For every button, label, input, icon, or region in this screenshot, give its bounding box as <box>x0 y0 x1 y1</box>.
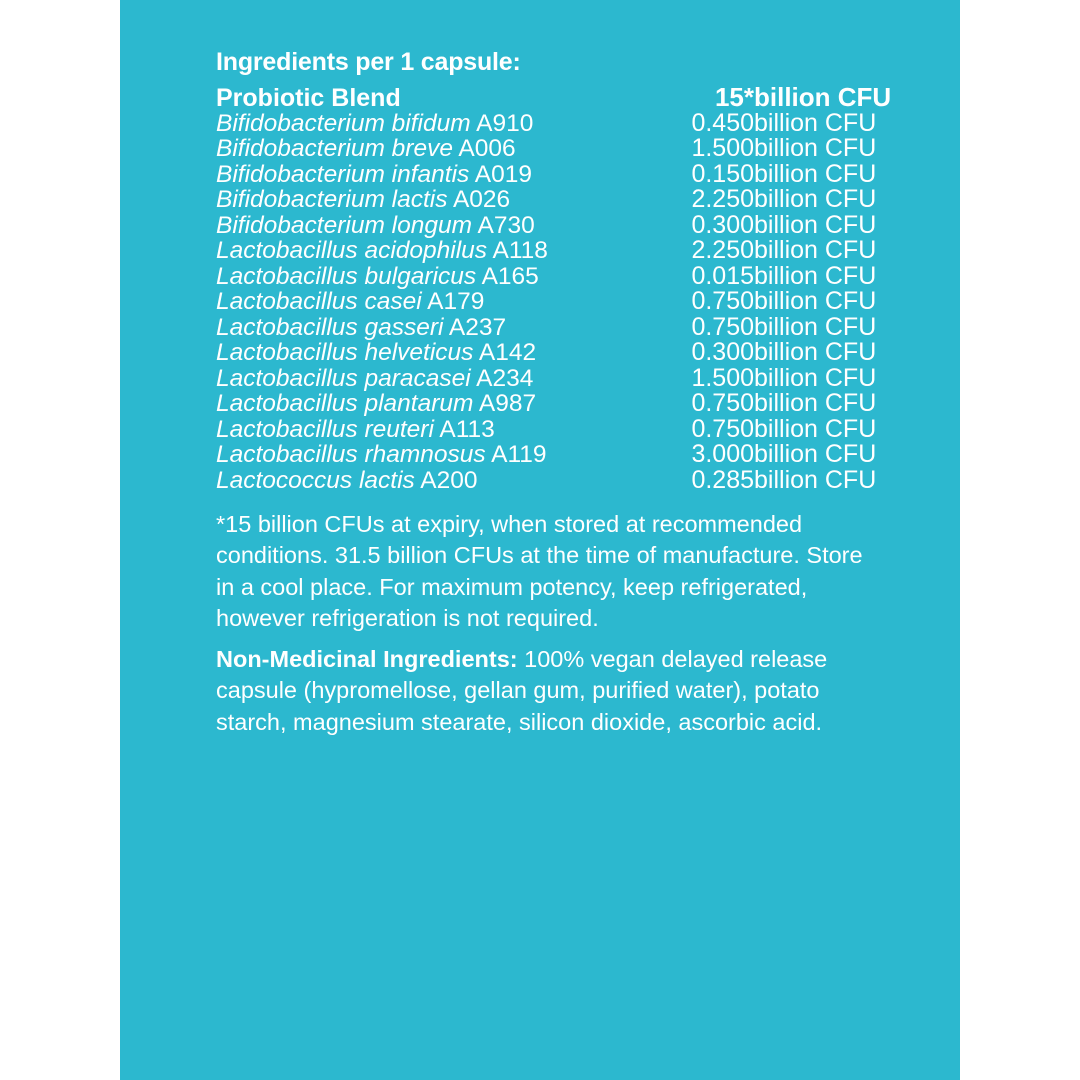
ingredient-unit: billion CFU <box>754 108 877 137</box>
table-row-blend <box>216 82 906 111</box>
ingredient-species: Lactobacillus helveticus <box>216 339 474 366</box>
ingredient-name <box>216 366 634 392</box>
ingredient-species: Bifidobacterium breve <box>216 135 453 162</box>
ingredient-amount: 0.300 <box>691 338 754 366</box>
ingredient-strain: A019 <box>474 160 532 188</box>
ingredient-unit: billion CFU <box>754 414 877 443</box>
ingredient-species: Lactobacillus bulgaricus <box>216 262 477 290</box>
ingredient-name <box>216 468 634 494</box>
ingredient-name <box>216 315 634 341</box>
ingredient-species: Lactobacillus acidophilus <box>216 237 488 264</box>
table-row <box>216 468 906 494</box>
ingredient-name <box>216 289 634 315</box>
table-row <box>216 442 906 468</box>
table-row <box>216 417 906 443</box>
ingredient-species: Lactobacillus plantarum <box>216 390 474 417</box>
ingredient-amount: 0.150 <box>691 159 754 188</box>
ingredient-unit: billion CFU <box>754 287 877 315</box>
ingredient-unit: billion CFU <box>754 185 877 213</box>
table-row <box>216 366 906 392</box>
ingredient-strain: A165 <box>481 262 539 290</box>
ingredient-amount: 1.500 <box>691 363 754 392</box>
ingredient-amount: 0.750 <box>691 312 754 341</box>
footnote-text: *15 billion CFUs at expiry, when stored at recommended conditions. 31.5 billion CFUs at the time of manufacture. Store in a cool place. For maximum potency, keep refrigerated, however refrigeration is not required. <box>216 511 863 631</box>
ingredient-species: Lactobacillus rhamnosus <box>216 441 486 468</box>
non-medicinal-text: 100% vegan delayed release capsule (hypromellose, gellan gum, purified water), potato starch, magnesium stearate, silicon dioxide, ascorbic acid. <box>216 646 828 735</box>
ingredients-table <box>216 82 906 494</box>
ingredients-heading: Ingredients per 1 capsule: <box>216 48 521 76</box>
ingredient-unit: billion CFU <box>754 210 877 239</box>
ingredient-strain: A118 <box>492 237 548 264</box>
ingredient-species: Bifidobacterium lactis <box>216 186 448 213</box>
blend-amount: 15* <box>714 81 754 112</box>
ingredients-table-body <box>216 82 906 494</box>
ingredient-unit: billion CFU <box>754 236 877 264</box>
ingredient-name <box>216 264 634 290</box>
ingredient-amount: 3.000 <box>691 440 754 468</box>
table-row <box>216 238 906 264</box>
ingredient-amount: 0.015 <box>691 261 754 290</box>
table-row <box>216 315 906 341</box>
table-row <box>216 187 906 213</box>
ingredient-species: Bifidobacterium longum <box>216 211 473 239</box>
ingredient-strain: A910 <box>476 109 534 137</box>
ingredient-name <box>216 391 634 417</box>
ingredient-strain: A179 <box>427 288 485 315</box>
non-medicinal-label: Non-Medicinal Ingredients: <box>216 646 518 672</box>
ingredient-unit: billion CFU <box>754 389 877 417</box>
ingredient-strain: A987 <box>478 390 537 417</box>
ingredient-species: Lactobacillus paracasei <box>216 364 471 392</box>
table-row <box>216 340 906 366</box>
ingredient-name <box>216 111 634 137</box>
ingredient-amount: 2.250 <box>691 236 754 264</box>
ingredient-name <box>216 187 634 213</box>
ingredient-unit: billion CFU <box>754 440 877 468</box>
ingredient-name <box>216 162 634 188</box>
ingredient-strain: A119 <box>491 441 547 468</box>
ingredient-amount: 0.750 <box>691 287 754 315</box>
ingredient-unit: billion CFU <box>754 134 877 162</box>
ingredient-name <box>216 442 634 468</box>
ingredient-unit: billion CFU <box>754 159 877 188</box>
ingredient-unit: billion CFU <box>754 261 877 290</box>
ingredient-species: Lactococcus lactis <box>216 466 415 494</box>
ingredient-strain: A006 <box>458 135 516 162</box>
ingredient-amount: 0.750 <box>691 389 754 417</box>
ingredient-strain: A237 <box>448 313 507 341</box>
ingredient-strain: A730 <box>477 211 535 239</box>
ingredient-strain: A026 <box>452 186 511 213</box>
ingredient-species: Lactobacillus gasseri <box>216 313 444 341</box>
ingredient-unit: billion CFU <box>754 465 877 494</box>
table-row <box>216 213 906 239</box>
ingredient-name <box>216 213 634 239</box>
table-row <box>216 136 906 162</box>
table-row <box>216 111 906 137</box>
ingredient-name <box>216 340 634 366</box>
ingredient-strain: A113 <box>439 415 495 443</box>
ingredient-name <box>216 136 634 162</box>
blend-unit: billion CFU <box>754 81 892 112</box>
ingredient-name <box>216 417 634 443</box>
ingredient-unit: billion CFU <box>754 312 877 341</box>
ingredient-amount: 1.500 <box>691 134 754 162</box>
label-content <box>216 48 906 738</box>
blend-name: Probiotic Blend <box>216 83 401 112</box>
ingredient-species: Bifidobacterium bifidum <box>216 109 471 137</box>
table-row <box>216 391 906 417</box>
ingredient-strain: A234 <box>476 364 534 392</box>
ingredient-amount: 0.285 <box>691 465 754 494</box>
ingredient-amount: 0.300 <box>691 210 754 239</box>
supplement-facts-panel <box>120 0 960 1080</box>
table-row <box>216 162 906 188</box>
ingredient-strain: A200 <box>420 466 478 494</box>
ingredient-amount: 0.750 <box>691 414 754 443</box>
ingredient-species: Lactobacillus reuteri <box>216 415 434 443</box>
ingredient-amount: 2.250 <box>691 185 754 213</box>
ingredient-unit: billion CFU <box>754 363 877 392</box>
ingredient-amount: 0.450 <box>691 108 754 137</box>
ingredient-strain: A142 <box>478 339 537 366</box>
table-row <box>216 289 906 315</box>
ingredient-name <box>216 238 634 264</box>
ingredient-unit: billion CFU <box>754 338 877 366</box>
non-medicinal-ingredients <box>216 644 881 738</box>
ingredient-species: Bifidobacterium infantis <box>216 160 470 188</box>
ingredient-species: Lactobacillus casei <box>216 288 422 315</box>
table-row <box>216 264 906 290</box>
